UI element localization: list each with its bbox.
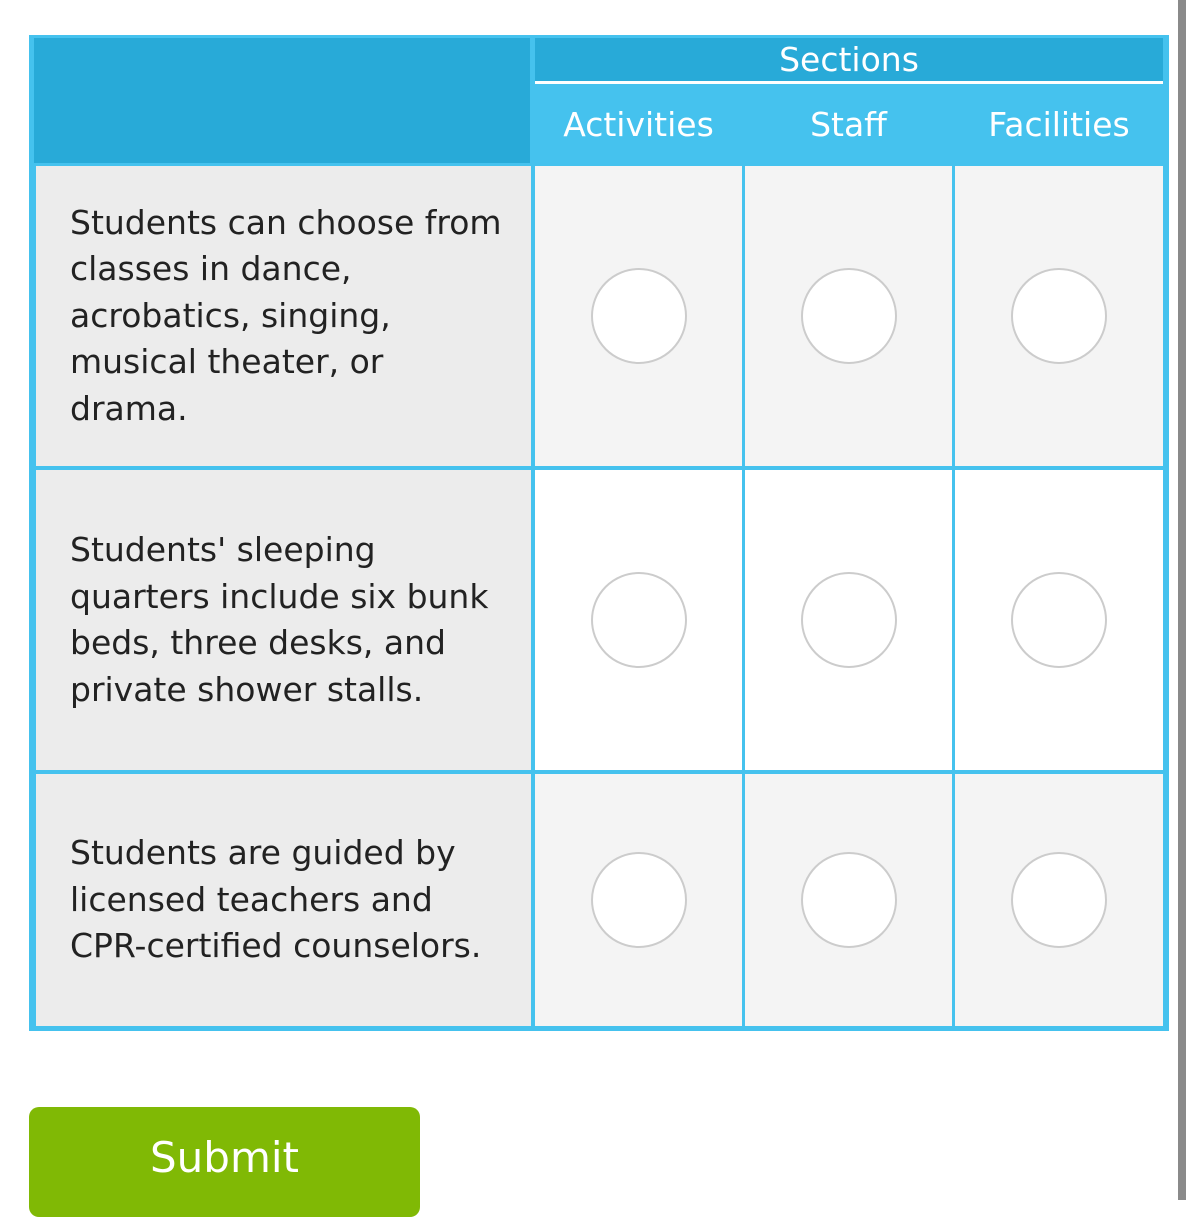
radio-r2-activities[interactable] — [591, 572, 687, 668]
cell-r3-facilities — [955, 774, 1163, 1026]
radio-r2-facilities[interactable] — [1011, 572, 1107, 668]
submit-button[interactable]: Submit — [29, 1107, 420, 1217]
cell-r1-staff — [745, 166, 952, 466]
row-statement-2: Students' sleeping quarters include six bunk beds, three desks, and private shower stalls. — [36, 470, 531, 770]
radio-r1-staff[interactable] — [801, 268, 897, 364]
row-statement-1: Students can choose from classes in dance, acrobatics, singing, musical theater, or drama. — [36, 166, 531, 466]
sections-header: Sections — [535, 38, 1163, 81]
cell-r2-facilities — [955, 470, 1163, 770]
cell-r2-staff — [745, 470, 952, 770]
column-header-facilities: Facilities — [955, 86, 1163, 163]
cell-r2-activities — [535, 470, 742, 770]
radio-r3-activities[interactable] — [591, 852, 687, 948]
radio-r3-facilities[interactable] — [1011, 852, 1107, 948]
scrollbar-thumb[interactable] — [1178, 0, 1186, 1200]
radio-r3-staff[interactable] — [801, 852, 897, 948]
radio-r2-staff[interactable] — [801, 572, 897, 668]
radio-r1-activities[interactable] — [591, 268, 687, 364]
row-statement-3: Students are guided by licensed teachers and CPR-certified counselors. — [36, 774, 531, 1026]
header-divider — [535, 81, 1163, 84]
cell-r1-activities — [535, 166, 742, 466]
column-header-activities: Activities — [535, 86, 742, 163]
radio-r1-facilities[interactable] — [1011, 268, 1107, 364]
header-corner — [34, 38, 530, 163]
column-header-staff: Staff — [745, 86, 952, 163]
cell-r1-facilities — [955, 166, 1163, 466]
cell-r3-activities — [535, 774, 742, 1026]
cell-r3-staff — [745, 774, 952, 1026]
